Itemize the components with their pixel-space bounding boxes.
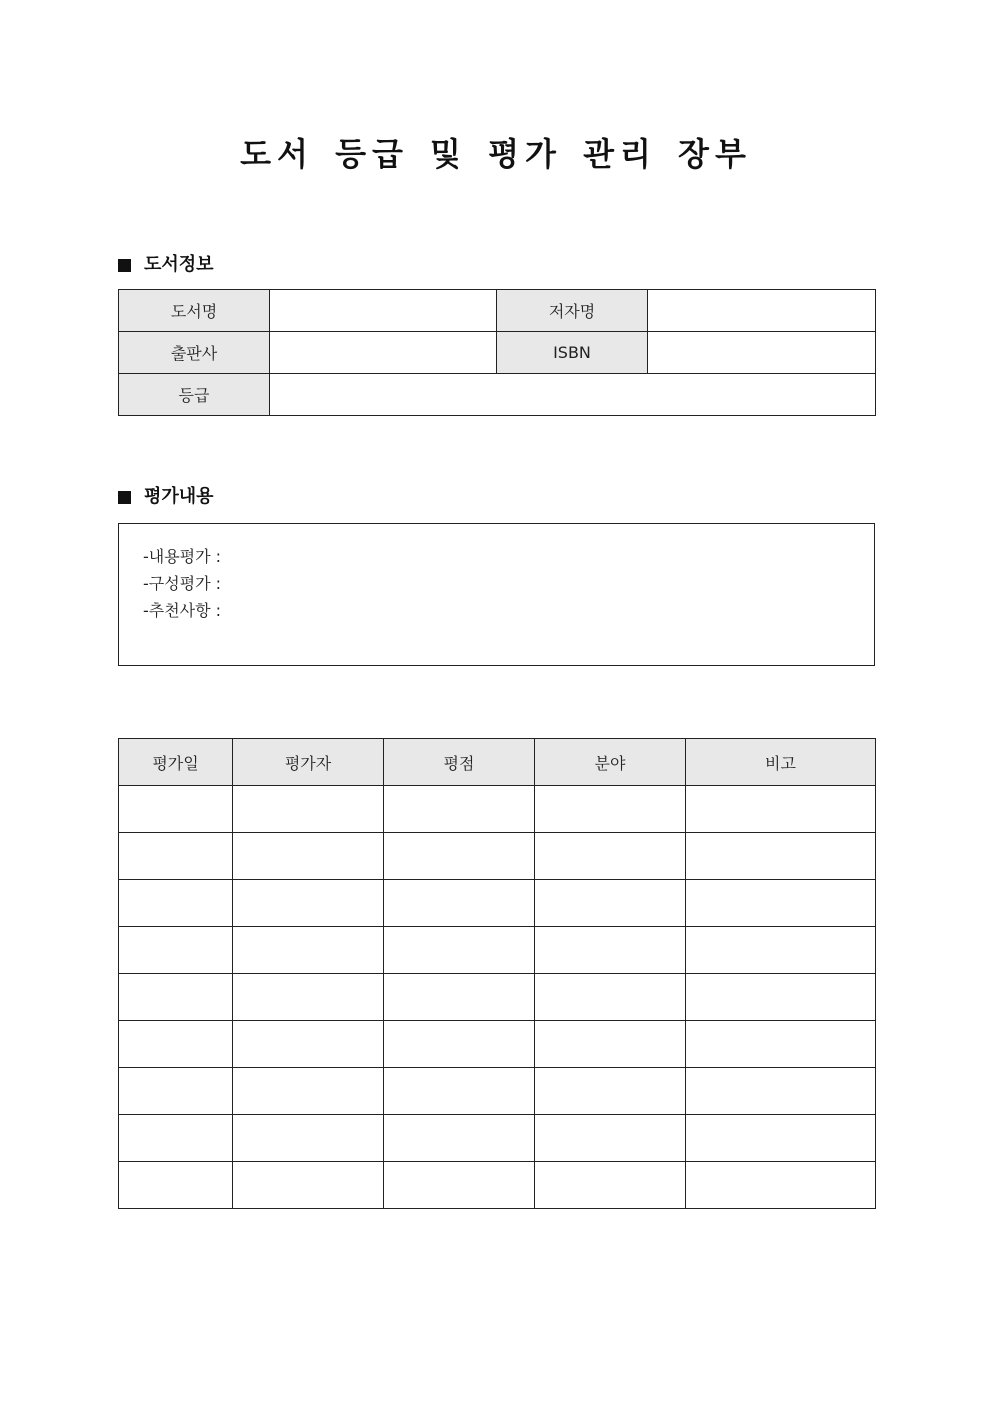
evaluation-heading <box>118 485 214 509</box>
table-row <box>119 1068 876 1115</box>
column-header-score: 평점 <box>384 739 535 786</box>
date-cell[interactable] <box>119 1021 233 1068</box>
content-evaluation-line: -내용평가 : <box>143 547 222 566</box>
score-cell[interactable] <box>384 786 535 833</box>
date-cell[interactable] <box>119 833 233 880</box>
column-header-note: 비고 <box>686 739 876 786</box>
book-info-heading-label: 도서정보 <box>144 254 214 275</box>
field-cell[interactable] <box>535 1021 686 1068</box>
table-row <box>119 833 876 880</box>
evaluation-heading-label: 평가내용 <box>144 486 214 507</box>
note-cell[interactable] <box>686 1162 876 1209</box>
recommendation-line: -추천사항 : <box>143 601 222 620</box>
evaluation-record-table <box>118 738 876 1209</box>
table-row <box>119 1162 876 1209</box>
table-row <box>119 880 876 927</box>
date-cell[interactable] <box>119 1162 233 1209</box>
evaluator-cell[interactable] <box>233 974 384 1021</box>
date-cell[interactable] <box>119 880 233 927</box>
evaluator-cell[interactable] <box>233 1021 384 1068</box>
table-row <box>119 374 876 416</box>
table-row <box>119 1021 876 1068</box>
field-cell[interactable] <box>535 1162 686 1209</box>
structure-evaluation-line: -구성평가 : <box>143 574 222 593</box>
field-cell[interactable] <box>535 1115 686 1162</box>
evaluator-cell[interactable] <box>233 786 384 833</box>
score-cell[interactable] <box>384 1021 535 1068</box>
book-info-heading <box>118 253 214 277</box>
table-row <box>119 786 876 833</box>
table-header-row <box>119 739 876 786</box>
column-header-field: 분야 <box>535 739 686 786</box>
table-row <box>119 1115 876 1162</box>
evaluator-cell[interactable] <box>233 880 384 927</box>
publisher-label: 출판사 <box>119 332 270 374</box>
note-cell[interactable] <box>686 1068 876 1115</box>
book-title-field[interactable] <box>270 290 497 332</box>
page-title: 도서 등급 및 평가 관리 장부 <box>240 135 752 173</box>
score-cell[interactable] <box>384 880 535 927</box>
note-cell[interactable] <box>686 974 876 1021</box>
grade-field[interactable] <box>270 374 876 416</box>
note-cell[interactable] <box>686 786 876 833</box>
column-header-evaluator: 평가자 <box>233 739 384 786</box>
evaluator-cell[interactable] <box>233 927 384 974</box>
author-field[interactable] <box>648 290 876 332</box>
evaluation-box[interactable] <box>118 523 875 666</box>
field-cell[interactable] <box>535 1068 686 1115</box>
evaluator-cell[interactable] <box>233 833 384 880</box>
field-cell[interactable] <box>535 833 686 880</box>
table-row <box>119 290 876 332</box>
square-bullet-icon <box>118 491 131 504</box>
publisher-field[interactable] <box>270 332 497 374</box>
evaluation-lines <box>143 543 221 624</box>
book-title-label: 도서명 <box>119 290 270 332</box>
grade-label: 등급 <box>119 374 270 416</box>
score-cell[interactable] <box>384 833 535 880</box>
date-cell[interactable] <box>119 786 233 833</box>
date-cell[interactable] <box>119 1068 233 1115</box>
note-cell[interactable] <box>686 880 876 927</box>
note-cell[interactable] <box>686 927 876 974</box>
field-cell[interactable] <box>535 786 686 833</box>
note-cell[interactable] <box>686 833 876 880</box>
score-cell[interactable] <box>384 1068 535 1115</box>
score-cell[interactable] <box>384 927 535 974</box>
score-cell[interactable] <box>384 974 535 1021</box>
date-cell[interactable] <box>119 974 233 1021</box>
score-cell[interactable] <box>384 1162 535 1209</box>
field-cell[interactable] <box>535 927 686 974</box>
table-row <box>119 974 876 1021</box>
square-bullet-icon <box>118 259 131 272</box>
isbn-label: ISBN <box>497 332 648 374</box>
isbn-field[interactable] <box>648 332 876 374</box>
evaluator-cell[interactable] <box>233 1115 384 1162</box>
record-table-body <box>119 786 876 1209</box>
note-cell[interactable] <box>686 1115 876 1162</box>
table-row <box>119 332 876 374</box>
field-cell[interactable] <box>535 974 686 1021</box>
date-cell[interactable] <box>119 927 233 974</box>
note-cell[interactable] <box>686 1021 876 1068</box>
author-label: 저자명 <box>497 290 648 332</box>
book-info-table <box>118 289 876 416</box>
field-cell[interactable] <box>535 880 686 927</box>
date-cell[interactable] <box>119 1115 233 1162</box>
score-cell[interactable] <box>384 1115 535 1162</box>
evaluator-cell[interactable] <box>233 1162 384 1209</box>
column-header-date: 평가일 <box>119 739 233 786</box>
table-row <box>119 927 876 974</box>
evaluator-cell[interactable] <box>233 1068 384 1115</box>
